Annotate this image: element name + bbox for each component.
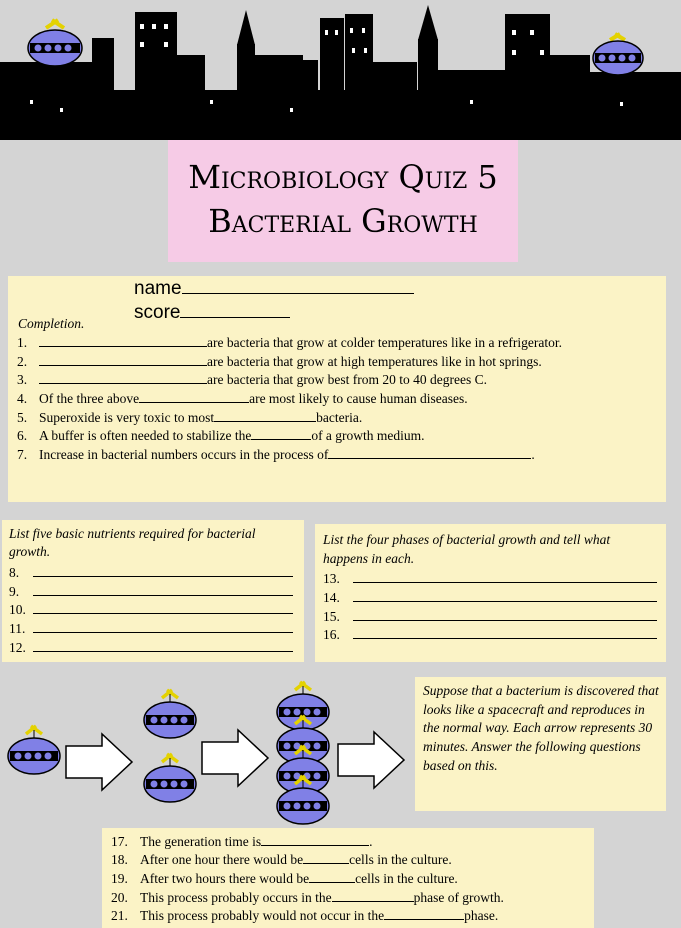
city-skyline-banner xyxy=(0,0,681,140)
name-field xyxy=(134,278,414,300)
title-box xyxy=(168,140,518,262)
answer-blank[interactable] xyxy=(39,335,207,347)
question-4: 4. Of the three above are most likely to cause human diseases. xyxy=(17,391,468,406)
answer-blank[interactable] xyxy=(251,428,311,440)
quiz-title: Microbiology Quiz 5 xyxy=(188,158,498,196)
question-3: 3. are bacteria that grow best from 20 to 40 degrees C. xyxy=(17,372,488,387)
answer-blank[interactable] xyxy=(39,372,207,384)
question-6: 6. A buffer is often needed to stabilize the of a growth medium. xyxy=(17,428,425,443)
answer-line-12: 12. xyxy=(9,638,293,656)
score-field xyxy=(134,302,290,324)
answer-line-16: 16. xyxy=(323,625,657,643)
score-label: score xyxy=(134,302,181,323)
answer-blank[interactable] xyxy=(139,391,249,403)
arrow-icon xyxy=(202,730,268,786)
score-blank[interactable] xyxy=(180,302,290,318)
question-21: 21. This process probably would not occur in the phase. xyxy=(111,908,499,923)
question-1: 1. are bacteria that grow at colder temperatures like in a refrigerator. xyxy=(17,335,562,350)
answer-blank[interactable] xyxy=(261,834,369,846)
answer-line-10: 10. xyxy=(9,600,293,618)
question-2: 2. are bacteria that grow at high temperatures like in hot springs. xyxy=(17,354,542,369)
question-7: 7. Increase in bacterial numbers occurs in the process of . xyxy=(17,447,535,462)
answer-blank[interactable] xyxy=(39,354,207,366)
bacterium-icon xyxy=(8,726,60,774)
answer-line-11: 11. xyxy=(9,619,293,637)
question-17: 17. The generation time is . xyxy=(111,834,373,849)
question-18: 18. After one hour there would be cells in the culture. xyxy=(111,852,452,867)
name-blank[interactable] xyxy=(182,278,414,294)
answer-blank[interactable] xyxy=(214,410,316,422)
phases-prompt: List the four phases of bacterial growth and tell what happens in each. xyxy=(323,532,611,566)
answer-blank[interactable] xyxy=(328,447,531,459)
answer-blank[interactable] xyxy=(303,852,349,864)
scenario-text: Suppose that a bacterium is discovered that looks like a spacecraft and reproduces in the normal way. Each arrow represents 30 minutes. Answer the following questions based on this. xyxy=(423,683,659,773)
bacterium-icon xyxy=(144,754,196,802)
arrow-icon xyxy=(66,734,132,790)
answer-blank[interactable] xyxy=(332,890,414,902)
name-label: name xyxy=(134,278,182,299)
question-5: 5. Superoxide is very toxic to most bacteria. xyxy=(17,410,363,425)
answer-line-8: 8. xyxy=(9,563,293,581)
arrow-icon xyxy=(338,732,404,788)
answer-line-9: 9. xyxy=(9,582,293,600)
nutrients-prompt: List five basic nutrients required for bacterial growth. xyxy=(9,526,256,559)
bacterial-division-diagram xyxy=(0,676,412,830)
bacterium-icon xyxy=(144,690,196,738)
answer-line-15: 15. xyxy=(323,607,657,625)
answer-line-14: 14. xyxy=(323,588,657,606)
question-19: 19. After two hours there would be cells in the culture. xyxy=(111,871,458,886)
question-20: 20. This process probably occurs in the phase of growth. xyxy=(111,890,504,905)
quiz-subtitle: Bacterial Growth xyxy=(208,202,478,240)
answer-line-13: 13. xyxy=(323,569,657,587)
answer-blank[interactable] xyxy=(309,871,355,883)
completion-heading: Completion. xyxy=(18,316,85,331)
answer-blank[interactable] xyxy=(384,908,464,920)
